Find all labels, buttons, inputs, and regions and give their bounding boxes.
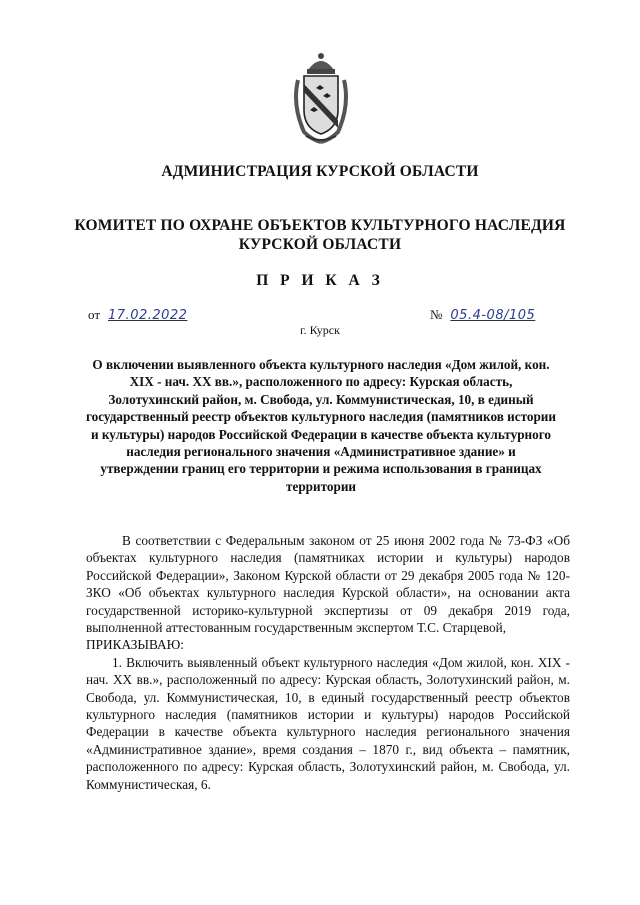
committee-title-line-1: КОМИТЕТ ПО ОХРАНЕ ОБЪЕКТОВ КУЛЬТУРНОГО НАСЛЕДИЯ (74, 217, 566, 234)
committee-title-line-2: КУРСКОЙ ОБЛАСТИ (238, 236, 402, 253)
order-body (86, 532, 570, 793)
administration-title: АДМИНИСТРАЦИЯ КУРСКОЙ ОБЛАСТИ (161, 163, 479, 180)
date-prefix: от (88, 307, 101, 322)
coat-of-arms-icon (290, 50, 352, 145)
item-1-paragraph: 1. Включить выявленный объект культурного наследия «Дом жилой, кон. XIX - нач. XX вв.», расположенный по адресу: Курская область, Золотухинский район, м. Свобода, ул. Коммунистическая, 10, в единый государственный реестр объектов культурного наследия (памятников истории и культуры) народов Российской Федерации в качестве объекта культурного наследия регионального значения «Административное здание», время создания – 1870 г., вид объекта – памятник, расположенного по адресу: Курская область, Золотухинский район, м. Свобода, ул. Коммунистическая, 6. (86, 654, 570, 792)
preamble-paragraph: В соответствии с Федеральным законом от 25 июня 2002 года № 73-ФЗ «Об объектах культурного наследия (памятниках истории и культуры) народов Российской Федерации», Законом Курской области от 29 декабря 2005 года № 120-ЗКО «Об объектах культурного наследия Курской области», на основании акта государственной историко-культурной экспертизы от 09 декабря 2019 года, выполненной аттестованным государственным экспертом Т.С. Старцевой, (86, 533, 570, 636)
order-directive: ПРИКАЗЫВАЮ: (86, 637, 184, 653)
date-value: 17.02.2022 (108, 308, 188, 323)
city-label: г. Курск (300, 323, 340, 337)
order-subject: О включении выявленного объекта культурного наследия «Дом жилой, кон. XIX - нач. XX вв.», расположенного по адресу: Курская область, Золотухинский район, м. Свобода, ул. Коммунистическая, 10, в единый государственный реестр объектов культурного наследия (памятников истории и культуры) народов Российской Федерации в качестве объекта культурного наследия регионального значения «Административное здание» и утверждении границ его территории и режима использования в границах территории (86, 357, 557, 494)
number-prefix: № (430, 307, 443, 322)
number-value: 05.4-08/105 (450, 308, 536, 323)
order-number (430, 307, 535, 323)
order-date (88, 307, 187, 323)
document-type-title: П Р И К А З (256, 272, 384, 289)
